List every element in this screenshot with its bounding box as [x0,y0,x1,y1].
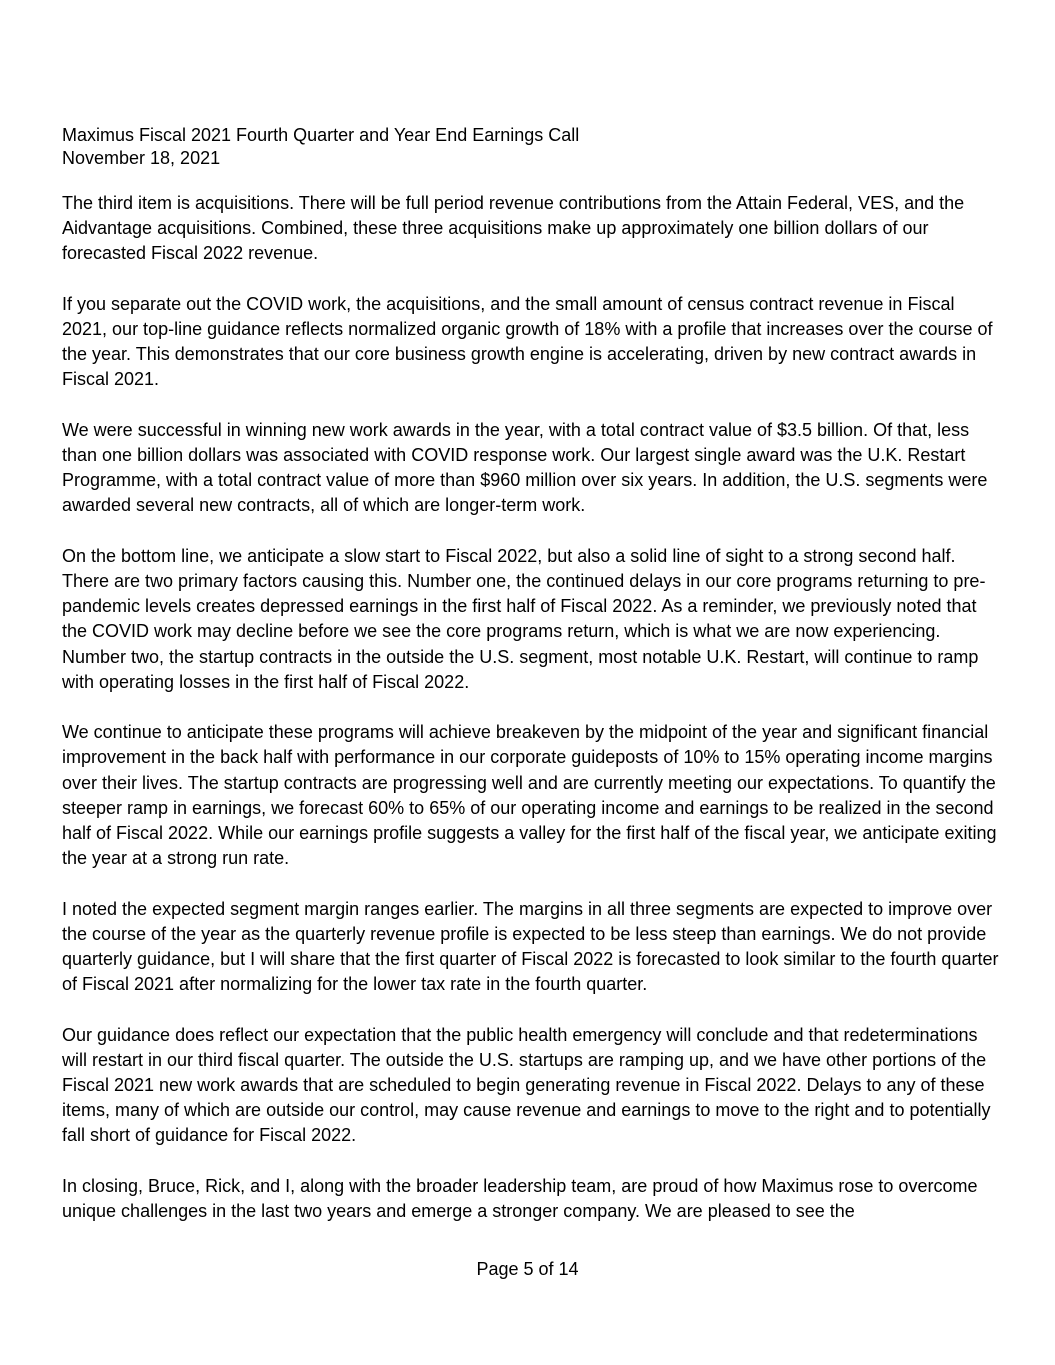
paragraph-segment-margins: I noted the expected segment margin ranges earlier. The margins in all three segments are expected to improve over the course of the year as the quarterly revenue profile is expected to be less steep than earnings. We do not provide quarterly guidance, but I will share that the first quarter of Fiscal 2022 is forecasted to look similar to the fourth quarter of Fiscal 2021 after normalizing for the lower tax rate in the fourth quarter. [62,898,999,995]
paragraph-closing: In closing, Bruce, Rick, and I, along with the broader leadership team, are proud of how Maximus rose to overcome unique challenges in the last two years and emerge a stronger company. We are pleased to see the [62,1175,978,1222]
document-date: November 18, 2021 [62,148,221,168]
paragraph-organic-growth: If you separate out the COVID work, the acquisitions, and the small amount of census contract revenue in Fiscal 2021, our top-line guidance reflects normalized organic growth of 18% with a profile that increases over the course of the year. This demonstrates that our core business growth engine is accelerating, driven by new contract awards in Fiscal 2021. [62,293,993,390]
paragraph-new-work-awards: We were successful in winning new work awards in the year, with a total contract value of $3.5 billion. Of that, less than one billion dollars was associated with COVID response work. Our largest single award was the U.K. Restart Programme, with a total contract value of more than $960 million over six years. In addition, the U.S. segments were awarded several new contracts, all of which are longer-term work. [62,419,988,516]
page-number: Page 5 of 14 [476,1259,579,1279]
paragraph-breakeven: We continue to anticipate these programs will achieve breakeven by the midpoint of the year and significant financial improvement in the back half with performance in our corporate guideposts of 10% to 15% operating income margins over their lives. The startup contracts are progressing well and are currently meeting our expectations. To quantify the steeper ramp in earnings, we forecast 60% to 65% of our operating income and earnings to be realized in the second half of Fiscal 2022. While our earnings profile suggests a valley for the first half of the fiscal year, we anticipate exiting the year at a strong run rate. [62,722,997,869]
document-title: Maximus Fiscal 2021 Fourth Quarter and Year End Earnings Call [62,125,580,145]
document-header [62,124,1002,170]
paragraph-acquisitions: The third item is acquisitions. There will be full period revenue contributions from the Attain Federal, VES, and the Aidvantage acquisitions. Combined, these three acquisitions make up approximately one billion dollars of our forecasted Fiscal 2022 revenue. [62,193,965,264]
paragraph-guidance: Our guidance does reflect our expectation that the public health emergency will conclude and that redeterminations will restart in our third fiscal quarter. The outside the U.S. startups are ramping up, and we have other portions of the Fiscal 2021 new work awards that are scheduled to begin generating revenue in Fiscal 2022. Delays to any of these items, many of which are outside our control, may cause revenue and earnings to move to the right and to potentially fall short of guidance for Fiscal 2022. [62,1024,991,1146]
paragraph-bottom-line: On the bottom line, we anticipate a slow start to Fiscal 2022, but also a solid line of sight to a strong second half. There are two primary factors causing this. Number one, the continued delays in our core programs returning to pre-pandemic levels creates depressed earnings in the first half of Fiscal 2022. As a reminder, we previously noted that the COVID work may decline before we see the core programs return, which is what we are now experiencing. Number two, the startup contracts in the outside the U.S. segment, most notable U.K. Restart, will continue to ramp with operating losses in the first half of Fiscal 2022. [62,545,986,692]
document-body [62,191,1002,1224]
